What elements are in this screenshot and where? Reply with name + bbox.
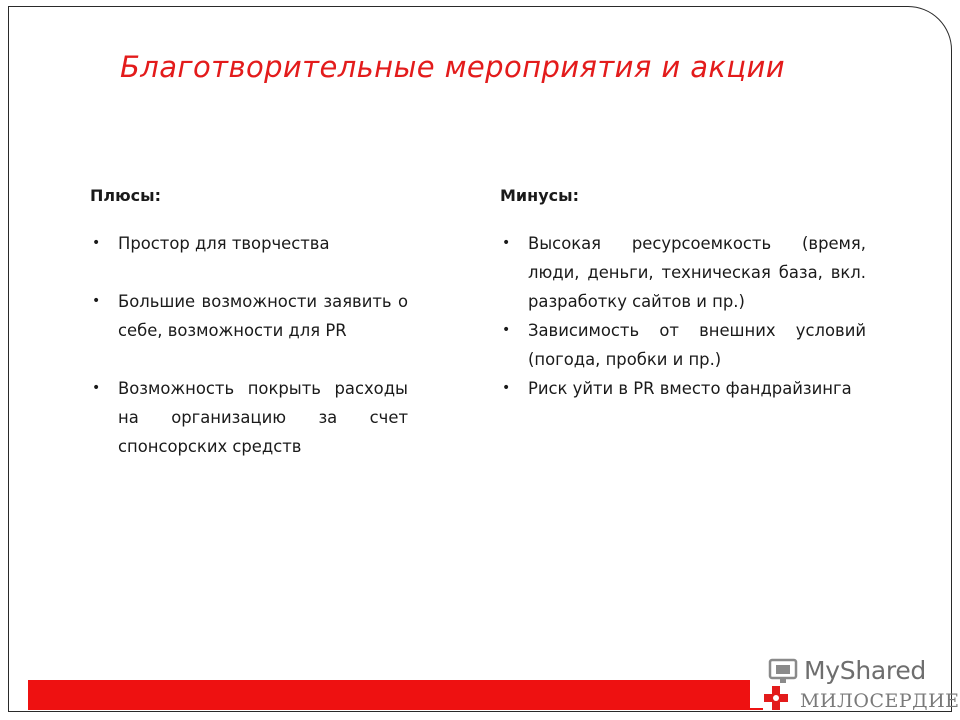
slide-title: Благотворительные мероприятия и акции [120, 50, 785, 84]
pros-item: • Большие возможности заявить о себе, возможности для PR [90, 287, 408, 345]
myshared-logo-icon [768, 656, 802, 686]
cons-column [500, 186, 866, 403]
cons-item: • Зависимость от внешних условий (погода, пробки и пр.) [500, 316, 866, 374]
red-cross-icon [762, 684, 790, 712]
pros-item: • Простор для творчества [90, 229, 408, 258]
watermark-brand: MyShared [804, 656, 926, 685]
watermark-subtitle: МИЛОСЕРДИЕ [800, 690, 960, 712]
cons-item: • Высокая ресурсоемкость (время, люди, деньги, техническая база, вкл. разработку сайтов и пр.) [500, 229, 866, 316]
cons-item: • Риск уйти в PR вместо фандрайзинга [500, 374, 866, 403]
pros-heading: Плюсы: [90, 186, 162, 205]
footer-red-bar [28, 680, 750, 708]
pros-list [90, 229, 408, 461]
pros-item: • Возможность покрыть расходы на организацию за счет спонсорских средств [90, 374, 408, 461]
cons-list [500, 229, 866, 403]
pros-column [90, 186, 408, 490]
watermark [760, 654, 960, 716]
footer-red-line [28, 708, 763, 710]
cons-heading: Минусы: [500, 186, 579, 205]
